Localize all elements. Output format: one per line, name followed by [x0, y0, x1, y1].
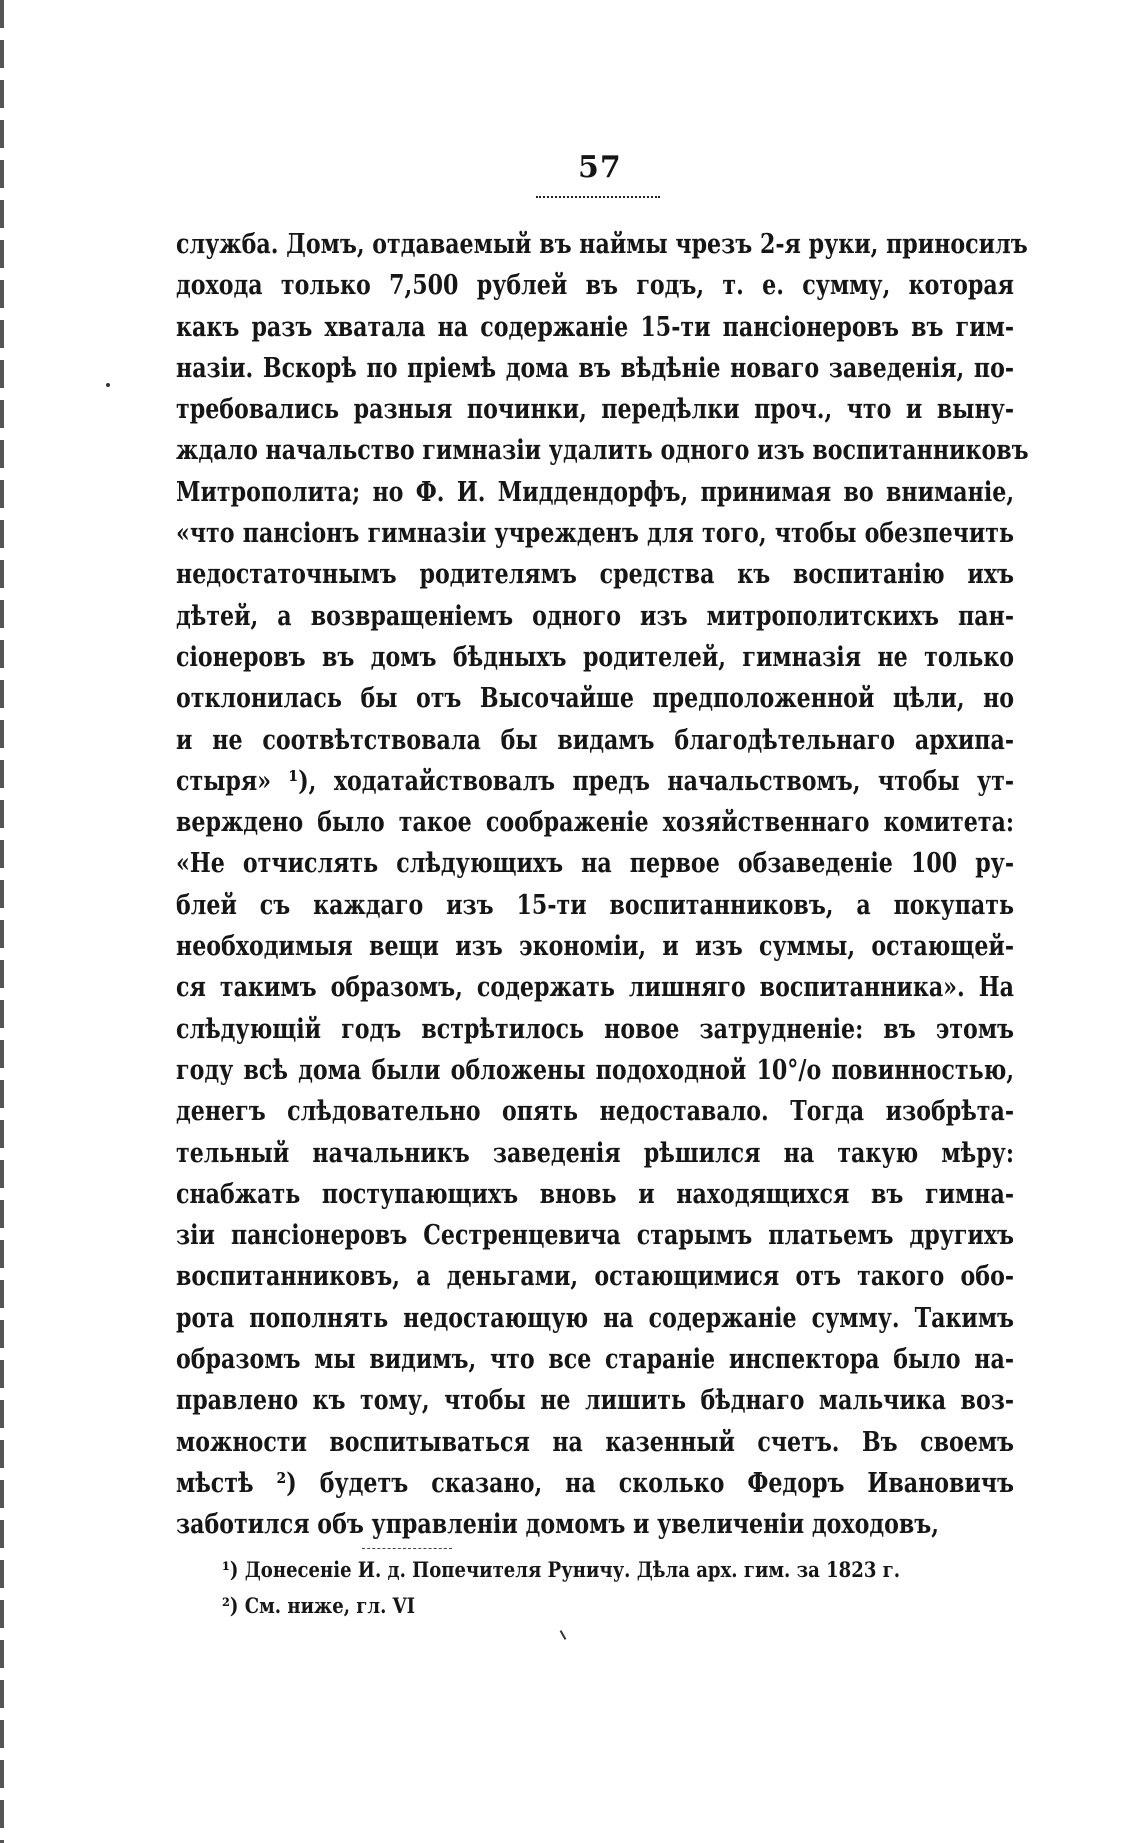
text-line: зіи пансіонеровъ Сестренцевича старымъ платьемъ другихъ	[176, 1220, 1015, 1252]
text-line: «Не отчислять слѣдующихъ на первое обзаведеніе 100 ру-	[176, 848, 1015, 880]
text-line: и не соотвѣтствовала бы видамъ благодѣтельнаго архипа-	[176, 724, 1015, 756]
text-line: служба. Домъ, отдаваемый въ наймы чрезъ 2-я руки, приносилъ	[176, 229, 1028, 260]
footnote-rule	[362, 1548, 452, 1549]
text-line: правлено къ тому, чтобы не лишить бѣднаго мальчика воз-	[176, 1385, 1015, 1417]
footnote: ¹) Донесеніе И. д. Попечителя Руничу. Дѣла арх. гим. за 1823 г.	[222, 1557, 901, 1582]
text-line: необходимыя вещи изъ экономіи, и изъ суммы, остающей-	[176, 931, 1015, 963]
text-line: снабжать поступающихъ вновь и находящихся въ гимна-	[176, 1178, 1015, 1210]
text-line: дѣтей, а возвращеніемъ одного изъ митрополитскихъ пан-	[176, 600, 1015, 632]
text-line: верждено было такое соображеніе хозяйственнаго комитета:	[176, 807, 1015, 839]
text-line: недостаточнымъ родителямъ средства къ воспитанію ихъ	[176, 559, 1015, 591]
text-line: Митрополита; но Ф. И. Миддендорфъ, принимая во вниманіе,	[176, 476, 1015, 508]
text-line: образомъ мы видимъ, что все стараніе инспектора было на-	[176, 1344, 1015, 1376]
text-line: году всѣ дома были обложены подоходной 10°/о повинностью,	[176, 1054, 1015, 1086]
text-line: «что пансіонъ гимназіи учрежденъ для того, чтобы обезпечить	[176, 518, 1015, 550]
text-line: рота пополнять недостающую на содержаніе сумму. Такимъ	[176, 1302, 1015, 1334]
text-line: ся такимъ образомъ, содержать лишняго воспитанника». На	[176, 972, 1015, 1004]
text-line: какъ разъ хватала на содержаніе 15-ти пансіонеровъ въ гим-	[176, 311, 1015, 343]
text-line: ждало начальство гимназіи удалить одного изъ воспитанниковъ	[176, 435, 1029, 467]
text-line: воспитанниковъ, а деньгами, остающимися отъ такого обо-	[176, 1261, 1015, 1293]
scan-speck	[106, 383, 110, 387]
text-line: мѣстѣ ²) будетъ сказано, на сколько Федоръ Ивановичъ	[176, 1467, 1015, 1499]
text-line: сіонеровъ въ домъ бѣдныхъ родителей, гимназія не только	[176, 641, 1015, 673]
text-line: блей съ каждаго изъ 15-ти воспитанниковъ, а покупать	[176, 889, 1015, 921]
text-line: дохода только 7,500 рублей въ годъ, т. е. сумму, которая	[176, 270, 1015, 302]
text-line: заботился объ управленіи домомъ и увеличеніи доходовъ,	[176, 1509, 939, 1541]
text-line: тельный начальникъ заведенія рѣшился на такую мѣру:	[176, 1137, 1015, 1169]
text-line: стыря» ¹), ходатайствовалъ предъ начальствомъ, чтобы ут-	[176, 765, 1015, 797]
page-number: 57	[578, 150, 622, 185]
footnotes	[222, 1552, 992, 1624]
text-line: можности воспитываться на казенный счетъ. Въ своемъ	[176, 1426, 1015, 1458]
text-line: отклонилась бы отъ Высочайше предположенной цѣли, но	[176, 683, 1015, 715]
text-line: требовались разныя починки, передѣлки проч., что и выну-	[176, 394, 1015, 426]
page-number-rule	[536, 196, 660, 198]
text-line: слѣдующій годъ встрѣтилось новое затрудненіе: въ этомъ	[176, 1013, 1015, 1045]
scan-edge	[0, 0, 4, 1843]
body-text	[176, 224, 1029, 1546]
footnote: ²) См. ниже, гл. VI	[222, 1593, 416, 1618]
scan-speck	[560, 1630, 567, 1640]
text-line: денегъ слѣдовательно опять недоставало. Тогда изобрѣта-	[176, 1096, 1015, 1128]
text-line: назіи. Вскорѣ по пріемѣ дома въ вѣдѣніе новаго заведенія, по-	[176, 352, 1015, 384]
